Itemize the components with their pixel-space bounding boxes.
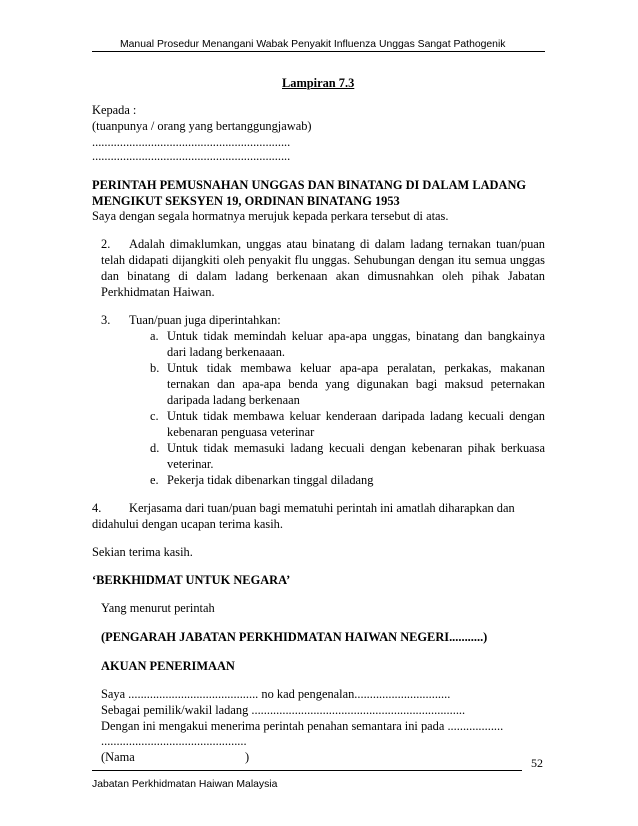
- list-item-a-line-2: dari ladang berkenaaan.: [167, 345, 285, 359]
- footer-rule: [92, 770, 522, 771]
- signer-title: (PENGARAH JABATAN PERKHIDMATAN HAIWAN NEGERI...........): [101, 630, 488, 644]
- appendix-label: Lampiran 7.3: [282, 76, 355, 90]
- list-item-c-line-2: kebenaran penguasa veterinar: [167, 425, 315, 439]
- list-item-b-line-1: Untuk tidak membawa keluar apa-apa peralatan, perkakas, makanan: [167, 361, 545, 375]
- addressee-line-1: ................................................................: [92, 135, 291, 149]
- list-item-d-line-2: veterinar.: [167, 457, 214, 471]
- order-heading-line-2: MENGIKUT SEKSYEN 19, ORDINAN BINATANG 1953: [92, 194, 400, 208]
- closing-text: Sekian terima kasih.: [92, 545, 193, 559]
- acknowledgement-line-2: Sebagai pemilik/wakil ladang .....................................................................: [101, 703, 466, 717]
- para-3-intro: Tuan/puan juga diperintahkan:: [129, 313, 281, 327]
- para-2-line-4: Perkhidmatan Haiwan.: [101, 285, 215, 299]
- para-2-line-1: Adalah dimaklumkan, unggas atau binatang di dalam ladang ternakan tuan/puan: [129, 237, 545, 251]
- list-item-c-line-1: Untuk tidak membawa keluar kenderaan daripada ladang kecuali dengan: [167, 409, 545, 423]
- running-header: Manual Prosedur Menangani Wabak Penyakit Influenza Unggas Sangat Pathogenik: [120, 39, 506, 50]
- list-item-b-line-3: daripada ladang berkenaan: [167, 393, 300, 407]
- list-item-letter-a: a.: [150, 329, 159, 343]
- motto: ‘BERKHIDMAT UNTUK NEGARA’: [92, 573, 291, 587]
- para-2-number: 2.: [101, 237, 111, 251]
- para-4-number: 4.: [92, 501, 102, 515]
- acknowledgement-title: AKUAN PENERIMAAN: [101, 659, 235, 673]
- para-4-line-2: didahului dengan ucapan terima kasih.: [92, 517, 283, 531]
- acknowledgement-line-1: Saya .......................................... no kad pengenalan...............................: [101, 687, 451, 701]
- addressee-owner: (tuanpunya / orang yang bertanggungjawab): [92, 119, 312, 133]
- footer-organization: Jabatan Perkhidmatan Haiwan Malaysia: [92, 779, 278, 790]
- name-field-open: (Nama: [101, 750, 135, 764]
- acknowledgement-line-3: Dengan ini mengakui menerima perintah penahan semantara ini pada ..................: [101, 719, 504, 733]
- signoff: Yang menurut perintah: [101, 601, 215, 615]
- list-item-b-line-2: ternakan dan apa-apa benda yang digunakan bagi maksud peternakan: [167, 377, 545, 391]
- addressee-line-2: ................................................................: [92, 149, 291, 163]
- para-4-line-1: Kerjasama dari tuan/puan bagi mematuhi perintah ini amatlah diharapkan dan: [129, 501, 515, 515]
- name-field-close: ): [245, 750, 250, 764]
- header-rule: [92, 51, 545, 52]
- list-item-d-line-1: Untuk tidak memasuki ladang kecuali dengan kebenaran pihak berkuasa: [167, 441, 545, 455]
- para-2-line-3: dan binatang di dalam ladang berkenaan akan dimusnahkan oleh pihak Jabatan: [101, 269, 545, 283]
- intro-paragraph: Saya dengan segala hormatnya merujuk kepada perkara tersebut di atas.: [92, 209, 449, 223]
- list-item-letter-b: b.: [150, 361, 160, 375]
- list-item-letter-e: e.: [150, 473, 159, 487]
- order-heading-line-1: PERINTAH PEMUSNAHAN UNGGAS DAN BINATANG DI DALAM LADANG: [92, 178, 527, 192]
- para-3-number: 3.: [101, 313, 111, 327]
- acknowledgement-line-4: ...............................................: [101, 734, 247, 748]
- page-number: 52: [531, 756, 543, 770]
- list-item-e-line-1: Pekerja tidak dibenarkan tinggal diladang: [167, 473, 374, 487]
- list-item-letter-c: c.: [150, 409, 159, 423]
- para-2-line-2: telah didapati dijangkiti oleh penyakit flu unggas. Sehubungan dengan itu semua unggas: [101, 253, 545, 267]
- list-item-letter-d: d.: [150, 441, 160, 455]
- addressee-label: Kepada :: [92, 103, 137, 117]
- list-item-a-line-1: Untuk tidak memindah keluar apa-apa unggas, binatang dan bangkainya: [167, 329, 545, 343]
